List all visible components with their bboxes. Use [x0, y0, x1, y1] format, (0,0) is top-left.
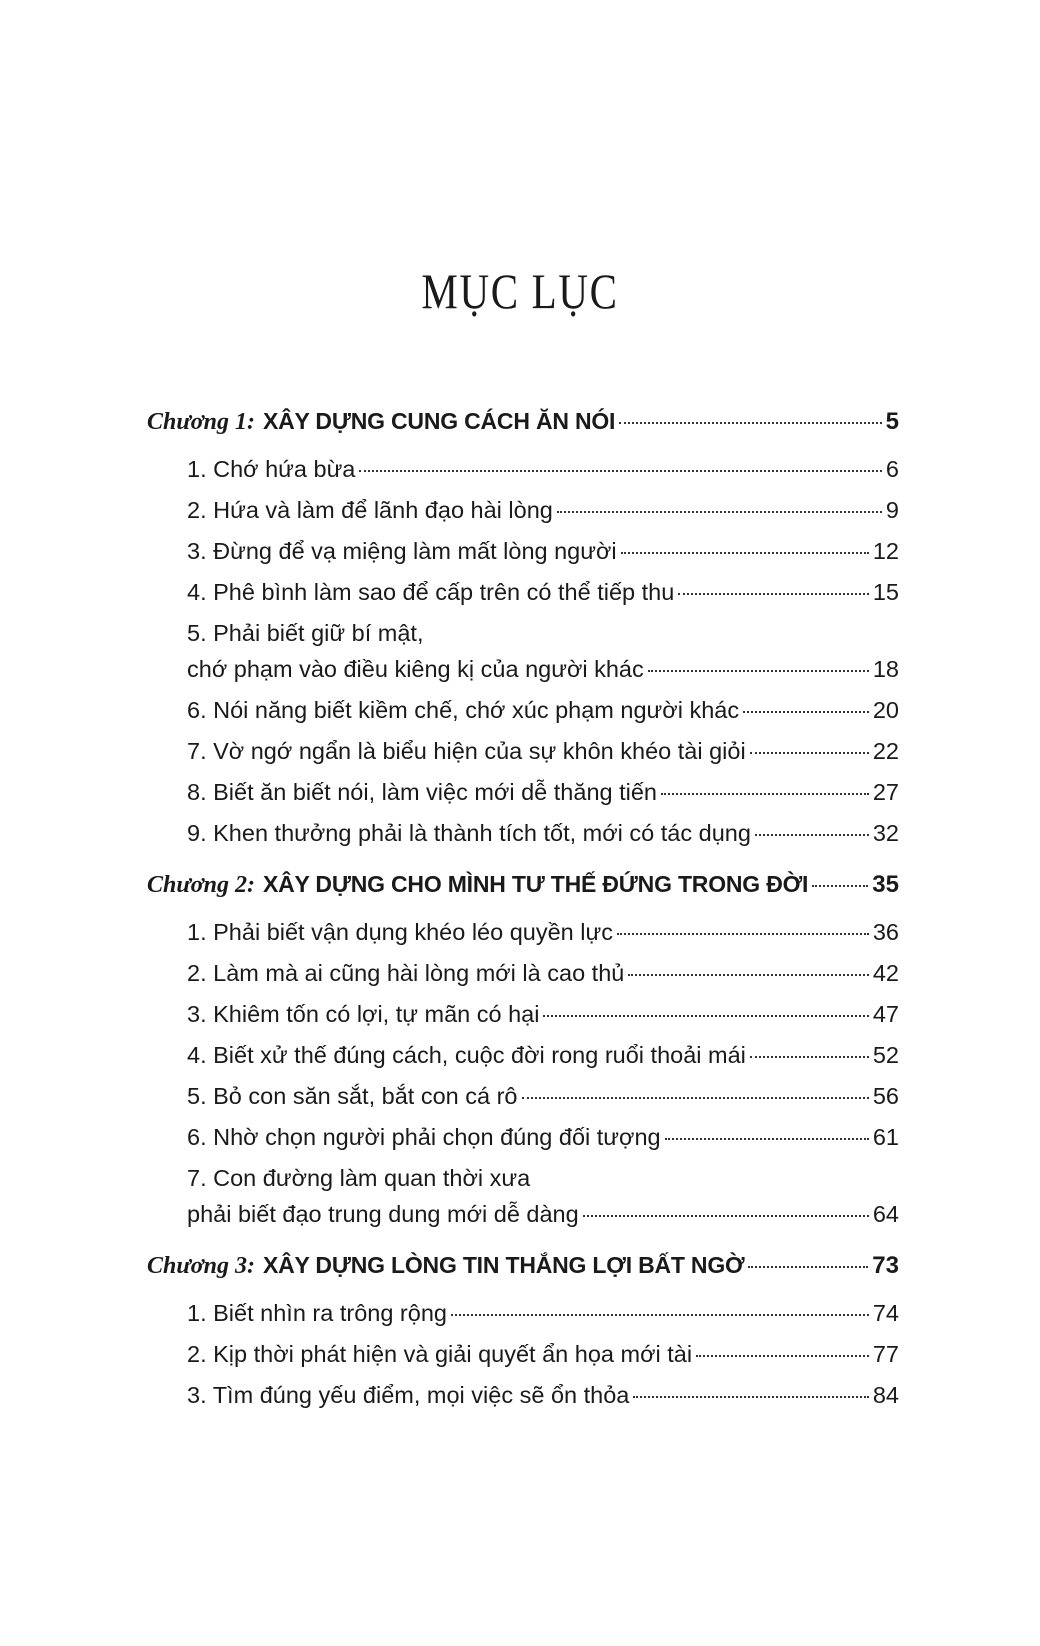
toc-entry-text: 1. Phải biết vận dụng khéo léo quyền lực — [187, 919, 613, 945]
toc-entry[interactable] — [147, 1042, 899, 1083]
dot-leader — [522, 1097, 869, 1099]
chapter-label: Chương 1: — [147, 409, 255, 435]
toc-entry[interactable] — [147, 1341, 899, 1382]
toc-entry-text: 5. Phải biết giữ bí mật, — [187, 620, 424, 646]
toc-page-number: 64 — [872, 1201, 899, 1227]
dot-leader — [628, 974, 869, 976]
page-title: MỤC LỤC — [421, 263, 619, 319]
toc-entry-text: 4. Biết xử thế đúng cách, cuộc đời rong ruổi thoải mái — [187, 1042, 746, 1068]
toc-entry[interactable] — [147, 1124, 899, 1165]
toc-entry[interactable] — [147, 456, 899, 497]
chapter-heading[interactable] — [147, 1252, 899, 1296]
toc-entry-text: 9. Khen thưởng phải là thành tích tốt, mới có tác dụng — [187, 820, 751, 846]
toc-entry-text: 7. Vờ ngớ ngẩn là biểu hiện của sự khôn khéo tài giỏi — [187, 738, 746, 764]
toc-entry[interactable] — [147, 738, 899, 779]
dot-leader — [661, 793, 869, 795]
dot-leader — [665, 1138, 869, 1140]
toc-entry-text: 1. Chớ hứa bừa — [187, 456, 356, 482]
toc-entry-text: 3. Đừng để vạ miệng làm mất lòng người — [187, 538, 617, 564]
toc-page-number: 47 — [872, 1001, 899, 1027]
dot-leader — [543, 1015, 868, 1017]
toc-page-number: 77 — [872, 1341, 899, 1367]
toc-page-number: 22 — [872, 738, 899, 764]
toc-entry — [147, 1165, 899, 1201]
toc-entry[interactable] — [147, 820, 899, 861]
toc-entry[interactable] — [147, 697, 899, 738]
toc-entry-text: 3. Tìm đúng yếu điểm, mọi việc sẽ ổn thỏa — [187, 1382, 630, 1408]
chapter-heading[interactable] — [147, 871, 899, 915]
toc-entry-text: 4. Phê bình làm sao để cấp trên có thể tiếp thu — [187, 579, 675, 605]
toc-page-number: 9 — [885, 497, 899, 523]
dot-leader — [648, 670, 869, 672]
dot-leader — [633, 1396, 868, 1398]
toc-entry-text: 5. Bỏ con săn sắt, bắt con cá rô — [187, 1083, 518, 1109]
toc-entry-text: 2. Kịp thời phát hiện và giải quyết ẩn họa mới tài — [187, 1341, 693, 1367]
toc-entry[interactable] — [147, 497, 899, 538]
dot-leader — [812, 885, 868, 887]
toc-entry — [147, 620, 899, 656]
toc-entry[interactable] — [147, 579, 899, 620]
chapter-heading[interactable] — [147, 408, 899, 452]
toc-entry[interactable] — [147, 1300, 899, 1341]
toc-page-number: 15 — [872, 579, 899, 605]
dot-leader — [748, 1266, 868, 1268]
toc-page-number: 61 — [872, 1124, 899, 1150]
toc-entry[interactable] — [147, 656, 899, 697]
toc-entry-text: 8. Biết ăn biết nói, làm việc mới dễ thăng tiến — [187, 779, 657, 805]
toc-page-number: 74 — [872, 1300, 899, 1326]
chapter-page-number: 35 — [872, 871, 899, 898]
toc-entry[interactable] — [147, 1201, 899, 1242]
dot-leader — [621, 552, 869, 554]
toc-entry[interactable] — [147, 538, 899, 579]
chapter-title: XÂY DỰNG CUNG CÁCH ĂN NÓI — [262, 408, 616, 434]
toc-page-number: 84 — [872, 1382, 899, 1408]
chapter-title: XÂY DỰNG CHO MÌNH TƯ THẾ ĐỨNG TRONG ĐỜI — [262, 871, 809, 897]
toc-entry[interactable] — [147, 960, 899, 1001]
dot-leader — [678, 593, 869, 595]
table-of-contents — [147, 408, 899, 1423]
chapter-title: XÂY DỰNG LÒNG TIN THẮNG LỢI BẤT NGỜ — [262, 1252, 745, 1278]
toc-entry-text: 7. Con đường làm quan thời xưa — [187, 1165, 531, 1191]
toc-page-number: 12 — [872, 538, 899, 564]
toc-page-number: 52 — [872, 1042, 899, 1068]
dot-leader — [750, 752, 869, 754]
dot-leader — [743, 711, 869, 713]
dot-leader — [359, 470, 882, 472]
toc-entry[interactable] — [147, 779, 899, 820]
toc-entry-text: 2. Làm mà ai cũng hài lòng mới là cao thủ — [187, 960, 625, 986]
chapter-page-number: 5 — [885, 408, 899, 435]
toc-page-number: 36 — [872, 919, 899, 945]
dot-leader — [696, 1355, 869, 1357]
chapter-label: Chương 3: — [147, 1253, 255, 1279]
toc-page-number: 42 — [872, 960, 899, 986]
toc-entry[interactable] — [147, 1001, 899, 1042]
dot-leader — [617, 933, 869, 935]
toc-page-number: 56 — [872, 1083, 899, 1109]
dot-leader — [750, 1056, 869, 1058]
toc-entry-text: 1. Biết nhìn ra trông rộng — [187, 1300, 447, 1326]
dot-leader — [451, 1314, 869, 1316]
chapter-label: Chương 2: — [147, 872, 255, 898]
toc-page-number: 32 — [872, 820, 899, 846]
dot-leader — [755, 834, 869, 836]
toc-page-number: 20 — [872, 697, 899, 723]
toc-entry[interactable] — [147, 919, 899, 960]
toc-entry-text: phải biết đạo trung dung mới dễ dàng — [187, 1201, 579, 1227]
toc-entry-text: 2. Hứa và làm để lãnh đạo hài lòng — [187, 497, 553, 523]
toc-entry[interactable] — [147, 1083, 899, 1124]
dot-leader — [583, 1215, 869, 1217]
chapter-page-number: 73 — [872, 1252, 899, 1279]
toc-entry-text: chớ phạm vào điều kiêng kị của người khác — [187, 656, 644, 682]
toc-page-number: 6 — [885, 456, 899, 482]
toc-page-number: 27 — [872, 779, 899, 805]
dot-leader — [619, 422, 881, 424]
toc-entry-text: 6. Nhờ chọn người phải chọn đúng đối tượng — [187, 1124, 661, 1150]
toc-page-number: 18 — [872, 656, 899, 682]
dot-leader — [557, 511, 882, 513]
toc-entry-text: 6. Nói năng biết kiềm chế, chớ xúc phạm người khác — [187, 697, 740, 723]
toc-entry[interactable] — [147, 1382, 899, 1423]
toc-entry-text: 3. Khiêm tốn có lợi, tự mãn có hại — [187, 1001, 540, 1027]
